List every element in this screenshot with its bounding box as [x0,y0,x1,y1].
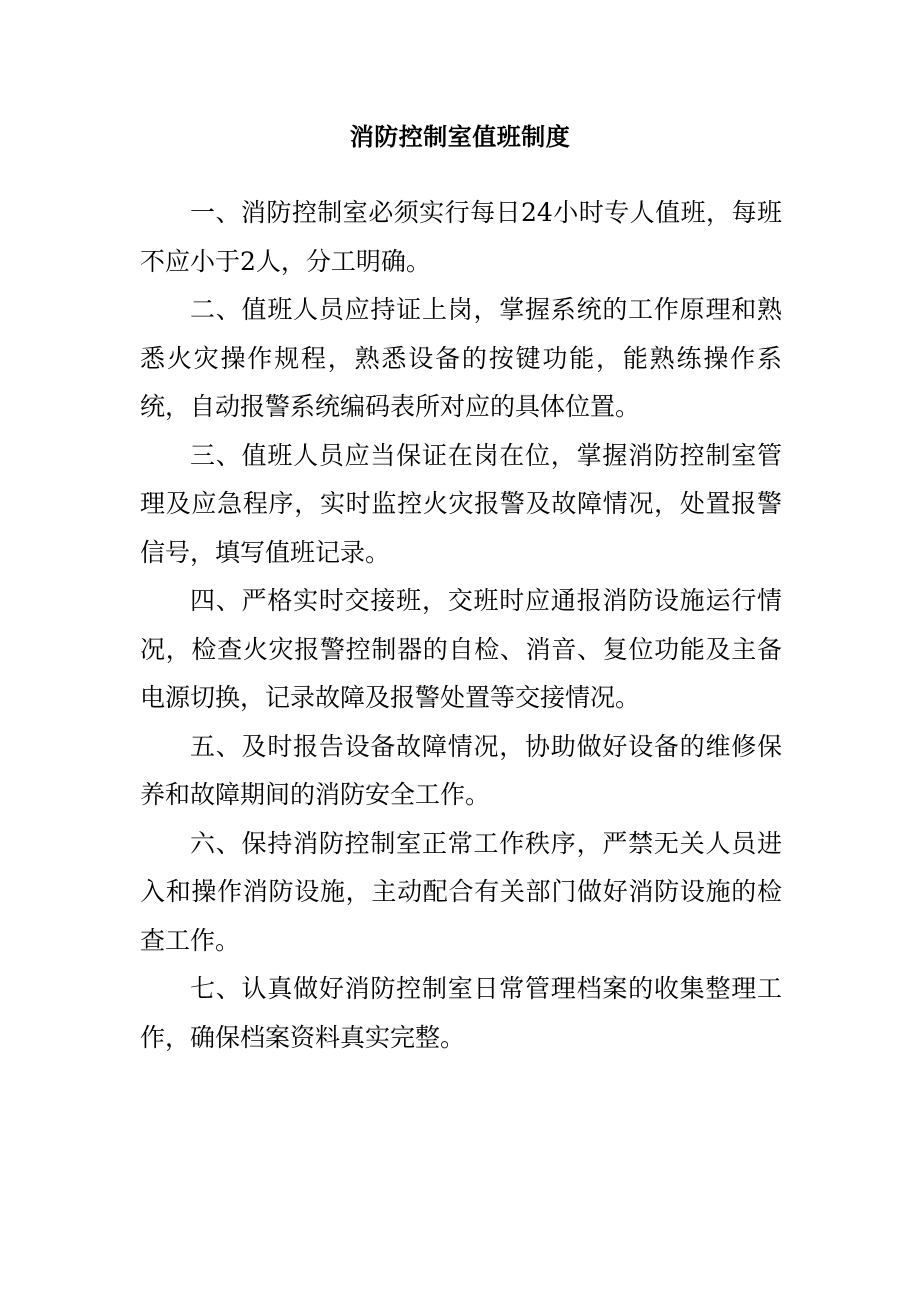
document-title: 消防控制室值班制度 [349,123,571,151]
paragraph-4: 四、严格实时交接班，交班时应通报消防设施运行情况，检查火灾报警控制器的自检、消音、复位功能及主备电源切换，记录故障及报警处置等交接情况。 [140,586,782,712]
paragraph-7: 七、认真做好消防控制室日常管理档案的收集整理工作，确保档案资料真实完整。 [140,974,782,1052]
document-body [140,189,782,1062]
paragraph-1: 一、消防控制室必须实行每日24小时专人值班，每班不应小于2人，分工明确。 [140,198,782,276]
paragraph-3: 三、值班人员应当保证在岗在位，掌握消防控制室管理及应急程序，实时监控火灾报警及故障情况，处置报警信号，填写值班记录。 [140,440,782,567]
paragraph-6: 六、保持消防控制室正常工作秩序，严禁无关人员进入和操作消防设施，主动配合有关部门做好消防设施的检查工作。 [140,828,782,955]
paragraph-2: 二、值班人员应持证上岗，掌握系统的工作原理和熟悉火灾操作规程，熟悉设备的按键功能，能熟练操作系统，自动报警系统编码表所对应的具体位置。 [140,295,782,421]
paragraph-5: 五、及时报告设备故障情况，协助做好设备的维修保养和故障期间的消防安全工作。 [140,731,782,809]
